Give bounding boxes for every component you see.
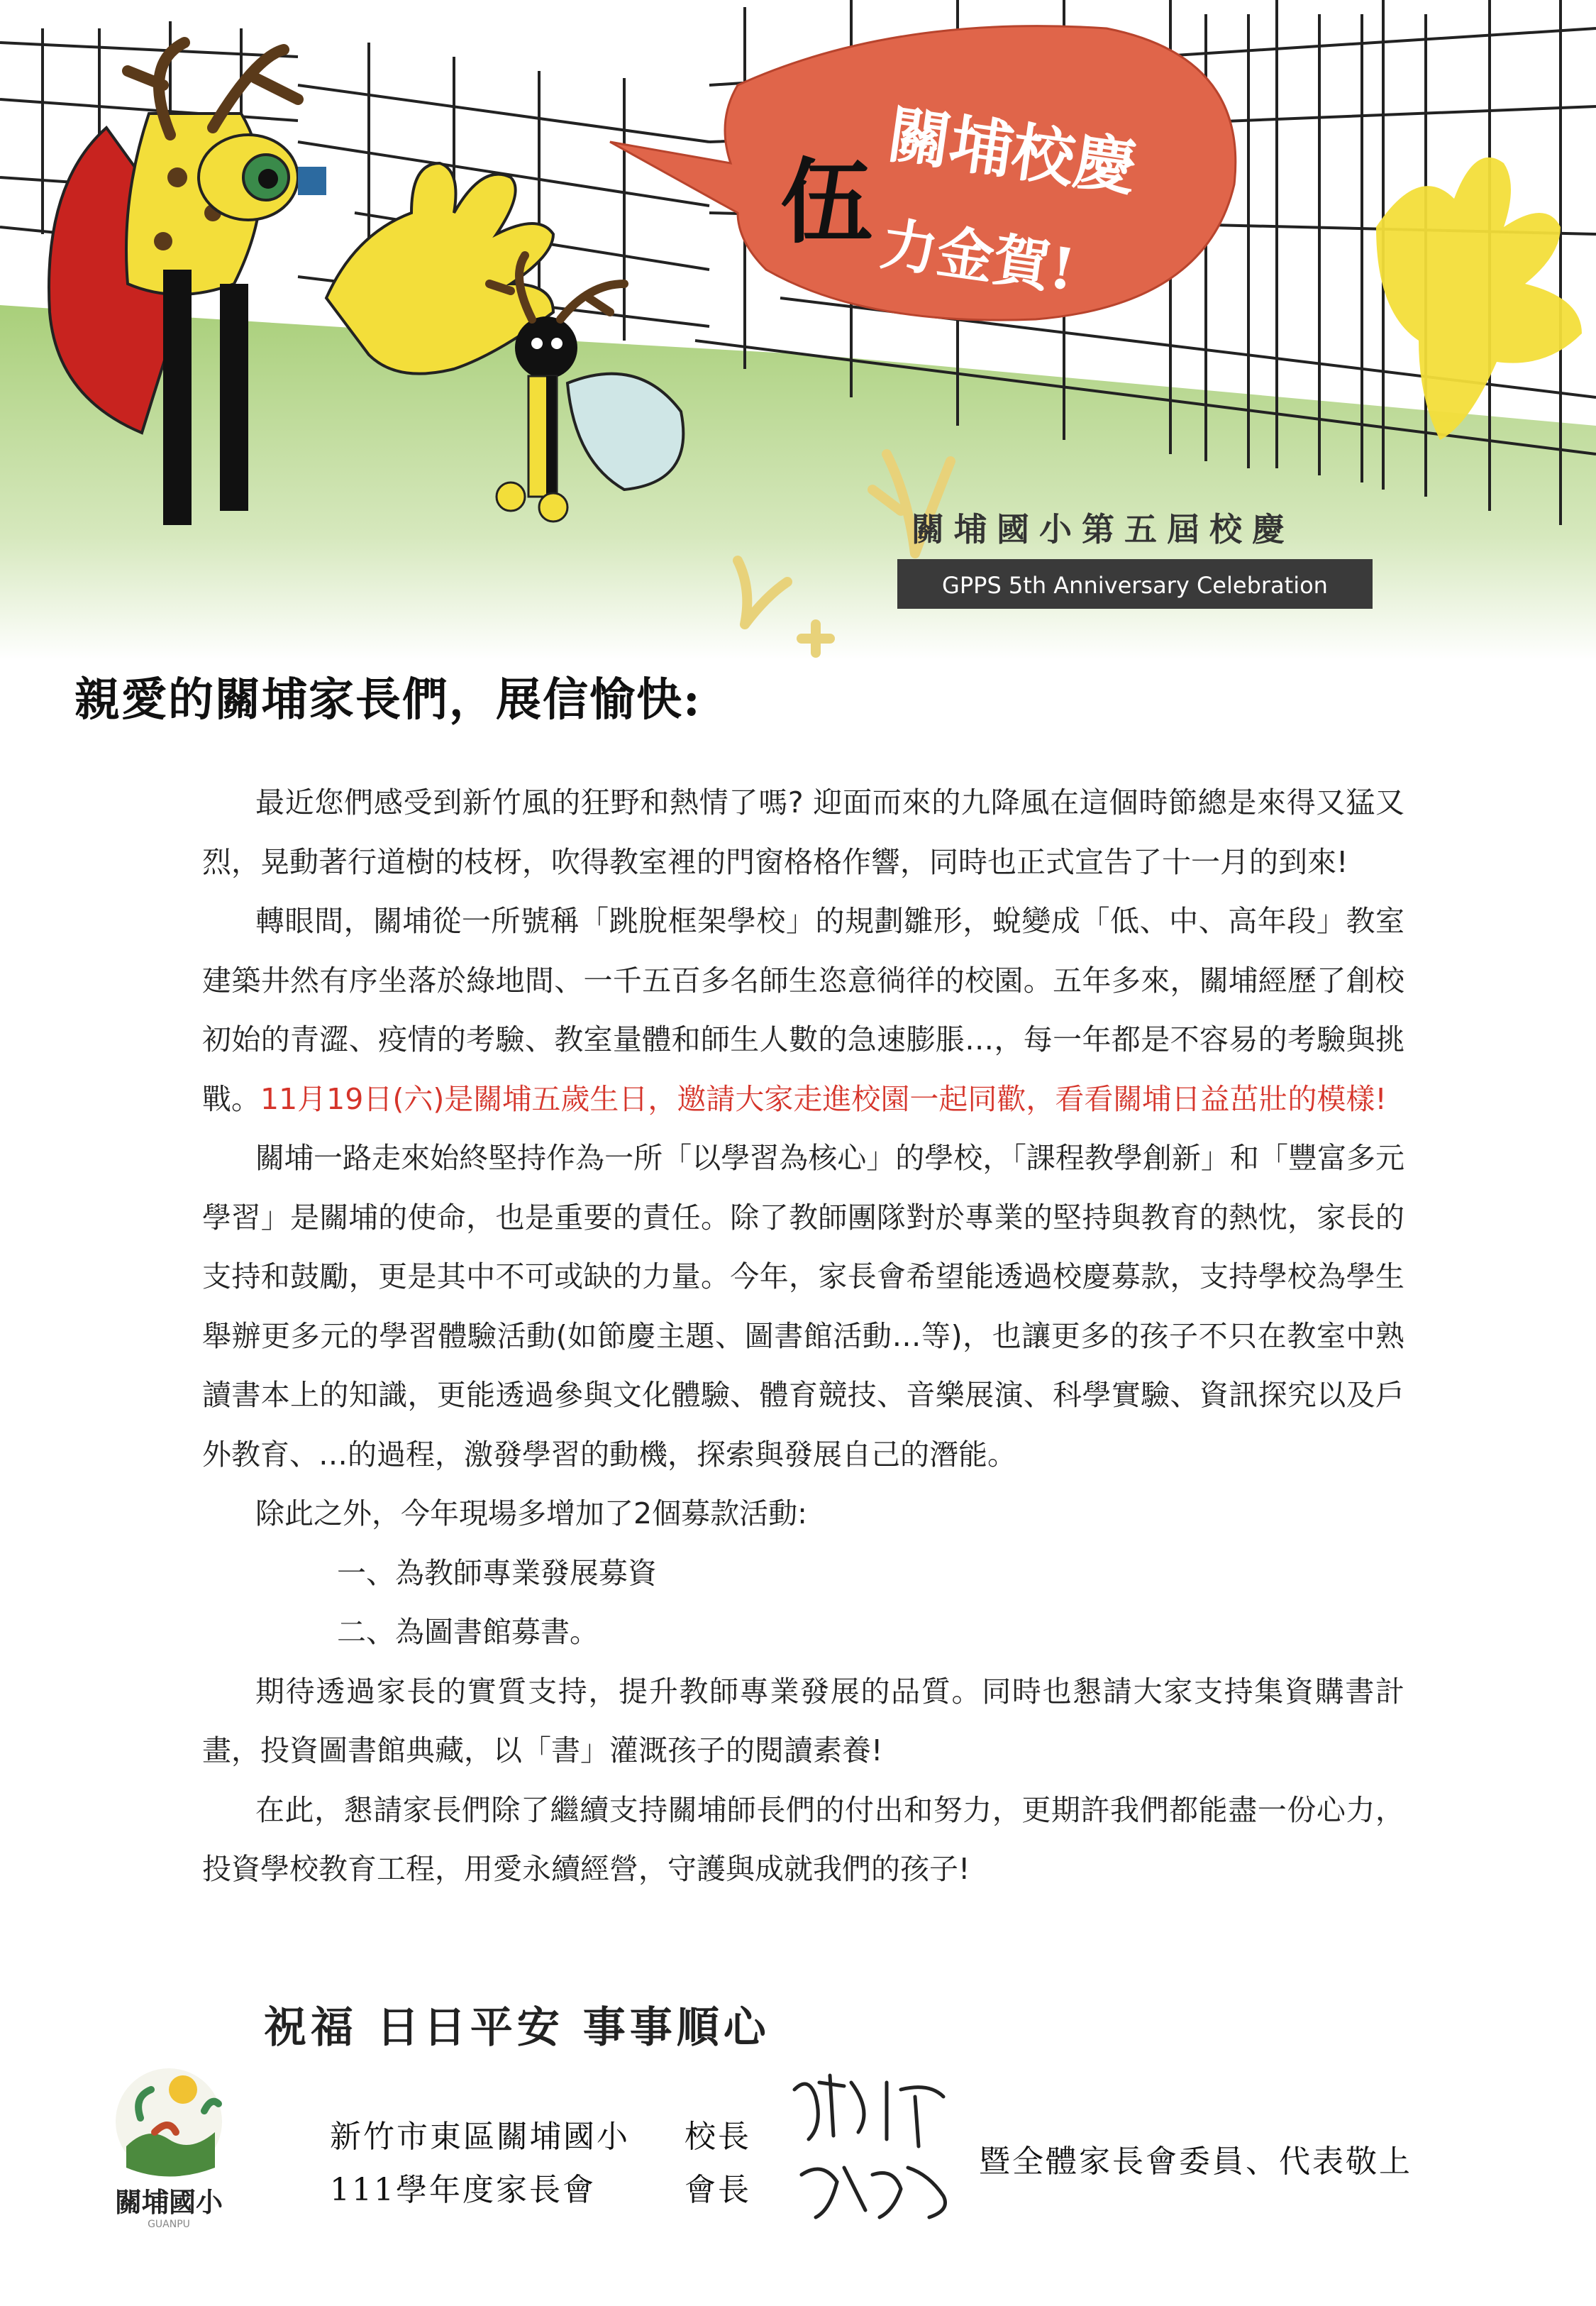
logo-name: 關埔國小 [114,2187,223,2218]
yellow-hand-right-drawing [1376,158,1582,440]
greeting-heading: 親愛的關埔家長們，展信愉快: [74,673,702,727]
fundraising-item-1: 一、為教師專業發展募資 [337,1555,657,1590]
subtitle-text: GPPS 5th Anniversary Celebration [942,572,1328,599]
paragraph-5: 期待透過家長的實質支持，提升教師專業發展的品質。同時也懇請大家支持集資購書計畫，投資圖書館典藏，以「書」灌溉孩子的閱讀素養! [202,1674,1404,1767]
paragraph-2-text: 轉眼間，關埔從一所號稱「跳脫框架學校」的規劃雛形，蛻變成「低、中、高年段」教室建築井然有序坐落於綠地間、一千五百多名師生恣意徜徉的校園。五年多來，關埔經歷了創校初始的青澀、疫情的考驗、教室量體和師生人數的急速膨脹…，每一年都是不容易的考驗與挑戰。 [202,904,1404,1116]
handwritten-signatures [787,2068,965,2224]
paragraph-2 [202,892,1404,1129]
paragraph-1: 最近您們感受到新竹風的狂野和熱情了嗎? 迎面而來的九降風在這個時節總是來得又猛又烈，晃動著行道樹的枝枒，吹得教室裡的門窗格格作響，同時也正式宣告了十一月的到來! [202,785,1404,879]
paragraph-3: 關埔一路走來始終堅持作為一所「以學習為核心」的學校，「課程教學創新」和「豐富多元學習」是關埔的使命，也是重要的責任。除了教師團隊對於專業的堅持與教育的熱忱，家長的支持和鼓勵，更是其中不可或缺的力量。今年，家長會希望能透過校慶募款，支持學校為學生舉辦更多元的學習體驗活動(如節慶主題、圖書館活動…等)，也讓更多的孩子不只在教室中熟讀書本上的知識，更能透過參與文化體驗、體育競技、音樂展演、科學實驗、資訊探究以及戶外教育、…的過程，激發學習的動機，探索與發展自己的潛能。 [202,1141,1404,1472]
event-date-highlight: 11月19日(六)是關埔五歲生日，邀請大家走進校園一起同歡，看看關埔日益茁壯的模樣! [260,1081,1387,1116]
signature-role-principal: 校長 [685,2119,751,2155]
signature-org-school: 新竹市東區關埔國小 [330,2119,630,2155]
closing-blessing: 祝福 日日平安 事事順心 [264,2003,770,2053]
paragraph-4: 除此之外，今年現場多增加了2個募款活動: [255,1496,807,1530]
bubble-slogan: 力金賀! [876,210,1080,304]
bubble-title: 關埔校慶 [883,96,1141,205]
school-anniversary-title: 關埔國小第五屆校慶 [911,510,1295,548]
bubble-big-char: 伍 [780,148,873,256]
anniversary-banner [0,0,1596,660]
fundraising-item-2: 二、為圖書館募書。 [337,1615,599,1649]
logo-sub: GUANPU [148,2219,190,2230]
school-logo [98,2061,240,2231]
signature-org-pta: 111學年度家長會 [330,2172,596,2208]
signature-suffix: 暨全體家長會委員、代表敬上 [979,2144,1412,2180]
paragraph-6: 在此，懇請家長們除了繼續支持關埔師長們的付出和努力，更期許我們都能盡一份心力，投資學校教育工程，用愛永續經營，守護與成就我們的孩子! [202,1792,1404,1886]
signature-role-chair: 會長 [685,2172,751,2208]
letter-body [202,773,1404,1899]
